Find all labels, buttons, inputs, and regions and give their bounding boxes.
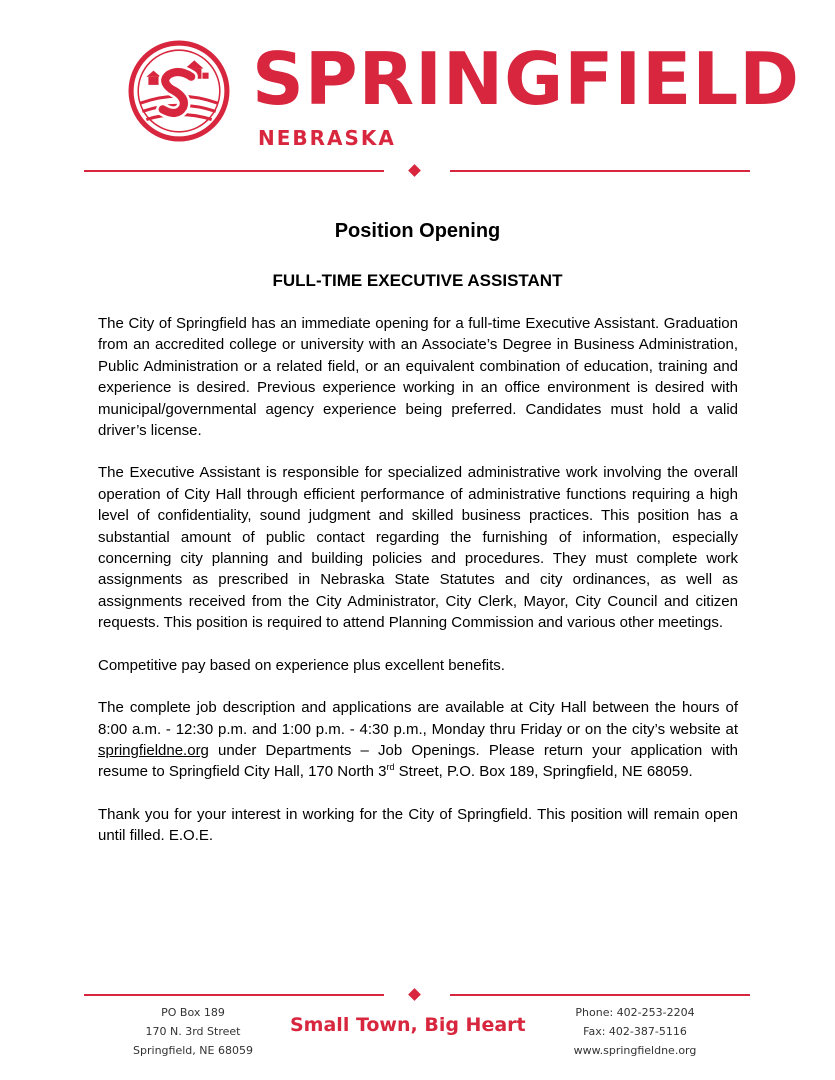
fax-number: Fax: 402-387-5116 (583, 1025, 687, 1038)
application-text-a: The complete job description and applications are available at City Hall between the hours of 8:00 a.m. - 12:30 p.m. and 1:00 p.m. - 4:30 p.m., Monday thru Friday or on the city’s website at (98, 699, 738, 738)
position-title: FULL-TIME EXECUTIVE ASSISTANT (272, 271, 563, 290)
footer-slogan: Small Town, Big Heart (290, 1014, 526, 1036)
brand-subtitle: NEBRASKA (258, 126, 396, 150)
footer-address (108, 1003, 278, 1060)
diamond-icon (408, 164, 421, 177)
address-line-1: PO Box 189 (161, 1006, 225, 1019)
posting-body (98, 313, 738, 868)
footer-divider (84, 988, 750, 1002)
footer-website-link[interactable]: www.springfieldne.org (573, 1044, 697, 1057)
application-text-c: Street, P.O. Box 189, Springfield, NE 68059. (394, 763, 693, 781)
ordinal-suffix: rd (386, 762, 395, 773)
diamond-icon (408, 988, 421, 1001)
paragraph-intro: The City of Springfield has an immediate opening for a full-time Executive Assistant. Graduation from an accredited college or university with an Associate’s Degree in Business Administration, Public Administration or a related field, or an equivalent combination of education, training and experience is desired. Previous experience working in an office environment is desired with municipal/governmental agency experience being preferred. Candidates must hold a valid driver’s license. (98, 315, 738, 440)
brand-name: SPRINGFIELD (252, 37, 801, 121)
paragraph-responsibilities: The Executive Assistant is responsible for specialized administrative work involving the overall operation of City Hall through efficient performance of administrative functions requiring a high level of confidentiality, sound judgment and skilled business practices. This position has a substantial amount of public contact regarding the furnishing of information, especially concerning city planning and building policies and procedures. They must complete work assignments as prescribed in Nebraska State Statutes and city ordinances, as well as assignments received from the City Administrator, City Clerk, Mayor, City Council and citizen requests. This position is required to attend Planning Commission and various other meetings. (98, 464, 738, 632)
springfield-logo-icon (128, 40, 230, 142)
header-divider (84, 164, 750, 178)
website-link[interactable]: springfieldne.org (98, 741, 209, 759)
page-title: Position Opening (334, 220, 501, 242)
address-line-2: 170 N. 3rd Street (145, 1025, 241, 1038)
paragraph-closing: Thank you for your interest in working for the City of Springfield. This position will remain open until filled. E.O.E. (98, 805, 738, 845)
phone-number: Phone: 402-253-2204 (575, 1006, 695, 1019)
address-line-3: Springfield, NE 68059 (133, 1044, 253, 1057)
paragraph-pay: Competitive pay based on experience plus excellent benefits. (98, 656, 505, 674)
footer-contact (560, 1003, 710, 1060)
paragraph-application (98, 697, 738, 783)
application-text-b: under Departments – Job Openings. Please return your application with resume to Springfield City Hall, 170 North 3 (98, 741, 738, 781)
